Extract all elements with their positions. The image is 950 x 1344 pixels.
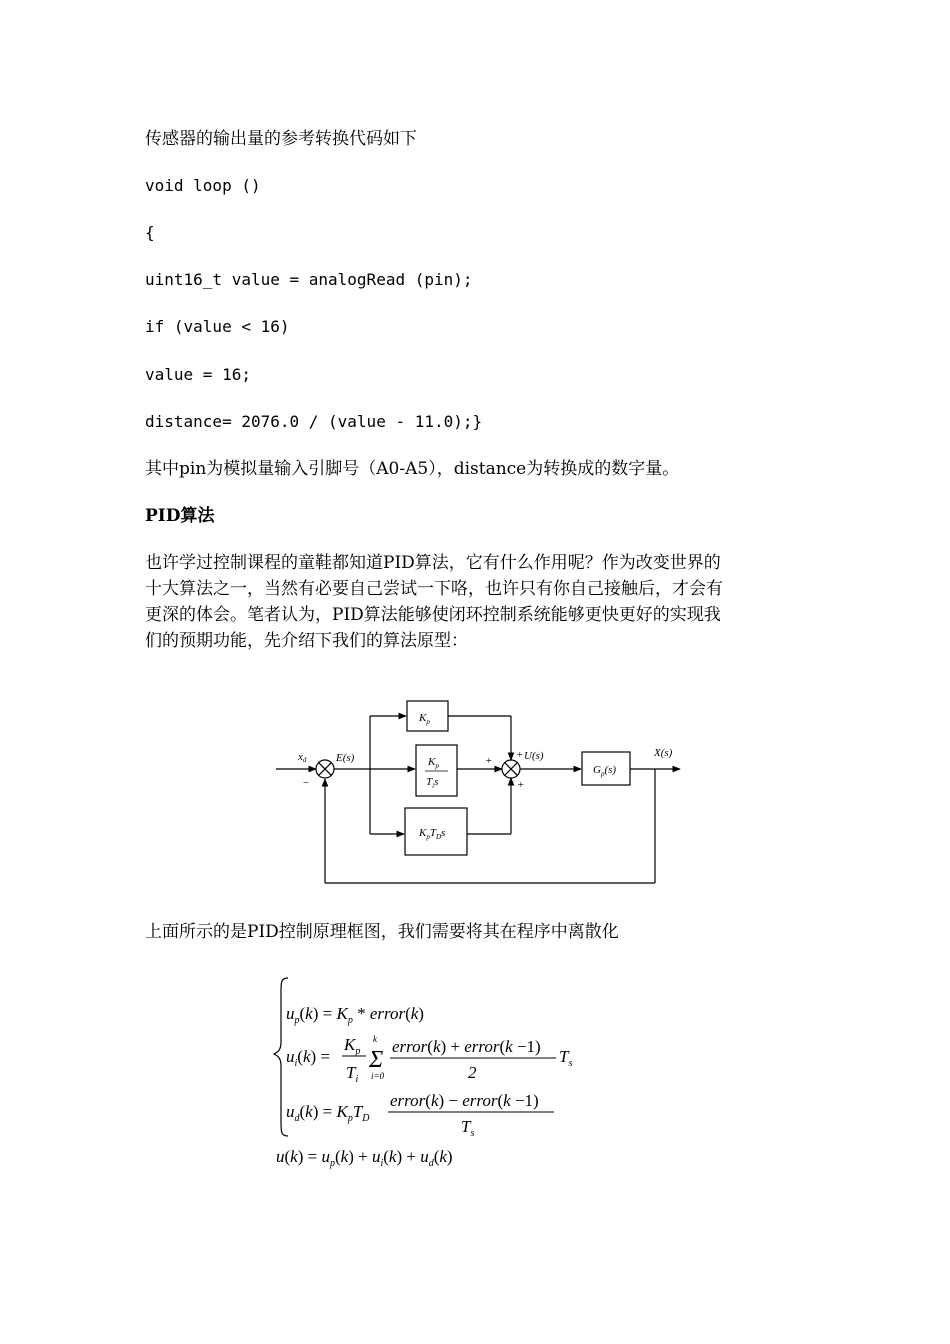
svg-text:Kp: $K_p$ bbox=[344, 1035, 361, 1057]
plant-label: $G_p(s)$ bbox=[593, 764, 617, 778]
input-label: xd bbox=[298, 751, 307, 764]
code-line-6: distance= 2076.0 / (value - 11.0);} bbox=[145, 412, 483, 431]
kp-label: $K_p$ bbox=[419, 712, 430, 726]
equation-text-bindings bbox=[0, 0, 1, 1]
svg-text:error(k) + error(k −1): error(k) + error(k −1) bbox=[392, 1037, 541, 1056]
plus-top: + bbox=[516, 749, 524, 761]
pid-block-diagram bbox=[270, 690, 690, 895]
equation-ud-lhs: $u_d(k) = K_pT_D$ bbox=[286, 1102, 370, 1124]
u-label: U(s) bbox=[524, 750, 544, 762]
code-line-3: uint16_t value = analogRead (pin); bbox=[145, 270, 473, 289]
paragraph-line: 也许学过控制课程的童鞋都知道PID算法，它有什么作用呢？作为改变世界的 bbox=[145, 553, 721, 573]
error-label: E(s) bbox=[336, 752, 355, 764]
svg-text:error(k) − error(k −1): error(k) − error(k −1) bbox=[390, 1091, 539, 1110]
diagram-caption: 上面所示的是PID控制原理框图，我们需要将其在程序中离散化 bbox=[145, 922, 619, 942]
output-label: X(s) bbox=[654, 747, 673, 759]
paragraph-line: 们的预期功能，先介绍下我们的算法原型： bbox=[145, 631, 468, 651]
plus-left: + bbox=[485, 755, 493, 767]
svg-text:2: 2 bbox=[468, 1063, 477, 1082]
section-heading: PID算法 bbox=[145, 506, 215, 526]
svg-text:Ts: $T_s$ bbox=[461, 1117, 475, 1139]
kd-label: $K_pT_Ds$ bbox=[419, 827, 446, 841]
kp-block bbox=[407, 701, 448, 731]
ki-block bbox=[416, 745, 457, 796]
equation-up: $u_p(k) = K_p$ * error(k) bbox=[286, 1004, 424, 1026]
ki-denominator: $T_is$ bbox=[426, 776, 439, 790]
kd-block bbox=[405, 808, 467, 855]
pin-note: 其中pin为模拟量输入引脚号（A0-A5），distance为转换成的数字量。 bbox=[145, 459, 680, 479]
equation-ui-lhs: $u_i(k)$ = bbox=[286, 1047, 330, 1069]
svg-text:k: k bbox=[373, 1034, 377, 1044]
code-line-4: if (value < 16) bbox=[145, 317, 290, 336]
equation-u: $u(k) = u_p(k) + u_i(k) + u_d(k)$ bbox=[276, 1147, 453, 1169]
plus-bottom: + bbox=[517, 779, 525, 791]
intro-text: 传感器的输出量的参考转换代码如下 bbox=[145, 129, 417, 149]
paragraph-line: 十大算法之一，当然有必要自己尝试一下咯，也许只有你自己接触后，才会有 bbox=[145, 579, 723, 599]
equation-up-text bbox=[0, 0, 1, 1]
ki-numerator: $K_p$ bbox=[428, 756, 439, 770]
pid-equations bbox=[272, 972, 592, 1172]
body-paragraph bbox=[145, 550, 805, 654]
code-line-5: value = 16; bbox=[145, 365, 251, 384]
paragraph-line: 更深的体会。笔者认为，PID算法能够使闭环控制系统能够更快更好的实现我 bbox=[145, 605, 721, 625]
svg-text:Ti: $T_i$ bbox=[346, 1063, 359, 1085]
minus-sign: − bbox=[302, 777, 310, 789]
svg-text:Ts: $T_s$ bbox=[559, 1047, 573, 1069]
svg-text:i=0: i=0 bbox=[371, 1071, 385, 1081]
code-line-1: void loop () bbox=[145, 176, 261, 195]
svg-text:Σ: Σ bbox=[369, 1047, 384, 1073]
code-line-2: { bbox=[145, 223, 155, 242]
